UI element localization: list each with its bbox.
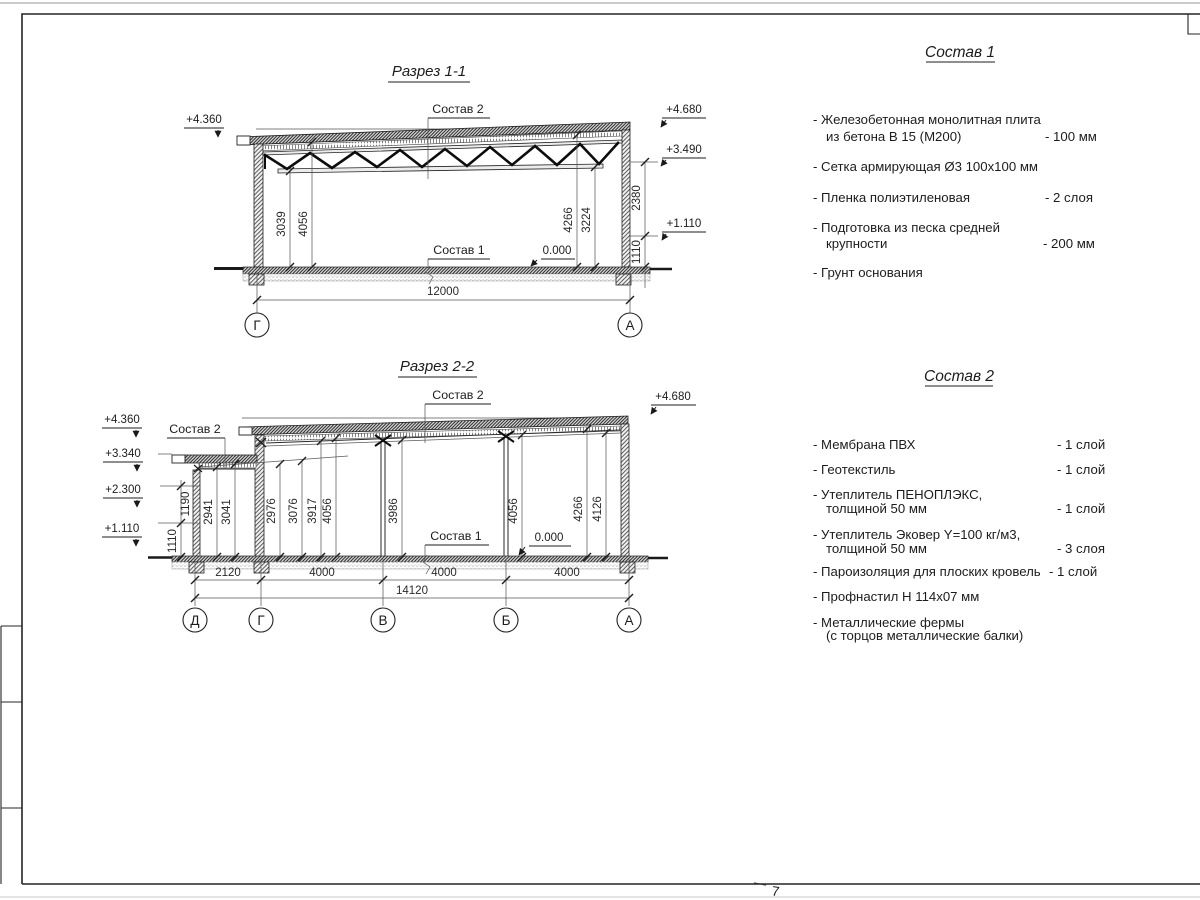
elev-4360: +4.360 [186,114,222,126]
floor-slab-2 [172,556,648,562]
floor-slab [243,267,650,274]
elev2-1110: +1.110 [104,523,140,535]
section-2-2-title: Разрез 2-2 [399,358,475,375]
footing-left [249,274,264,285]
axis-letter-a: А [625,318,635,333]
sheet-frame [0,3,1200,899]
footing-right [616,274,631,285]
dim2-2941: 2941 [203,499,215,525]
sostav1-item: - Грунт основания [813,265,923,280]
dim2-3917: 3917 [307,498,319,524]
section-1-1-title: Разрез 1-1 [391,63,467,80]
annex-roof-slab [185,455,257,463]
dim-4056: 4056 [298,211,310,237]
sostav1-qty: - 100 мм [1045,129,1097,144]
axis-letter-a2: А [624,613,634,628]
section-2-2-axes [183,608,641,632]
sostav-2-list [813,368,1105,643]
border-frame [22,14,1200,884]
dim2-14120: 14120 [396,585,428,597]
sostav2-item: - Геотекстиль [813,462,896,477]
sostav1-item-cont: из бетона В 15 (М200) [826,129,962,144]
axis-letter-d2: Д [190,613,200,628]
sostav2-item: - Профнастил Н 114х07 мм [813,589,980,604]
sostav2-qty: - 3 слоя [1057,541,1105,556]
sostav2-item: - Утеплитель Эковер Y=100 кг/м3, [813,527,1021,542]
dim2-3041: 3041 [221,499,233,525]
dim2-4126: 4126 [592,496,604,522]
section-2-2-header [398,358,477,377]
dim2-2976: 2976 [266,498,278,524]
elev2-4360: +4.360 [104,414,140,426]
dim-2380: 2380 [631,185,643,211]
sostav1-item-cont: крупности [826,236,888,251]
dim-span-12000: 12000 [427,286,459,298]
dim2-4056b: 4056 [508,498,520,524]
sheet-number: 7 [770,883,781,900]
wall-axis-a [621,424,629,557]
section-1-1 [184,63,706,337]
dim-1110: 1110 [631,240,643,264]
dim2-4266: 4266 [573,496,585,522]
dim2-4000c: 4000 [554,567,580,579]
sostav2-item: - Пароизоляция для плоских кровель [813,564,1041,579]
callout-sostav1: Состав 1 [433,243,485,257]
footing-d [189,562,204,573]
wall-right [622,130,630,267]
roof-edge-flashing [237,136,250,145]
level-zero-2: 0.000 [534,532,564,544]
section-1-1-header [388,63,470,82]
section-2-2-callouts [167,388,571,574]
sostav2-item-cont: (с торцов металлические балки) [826,628,1024,643]
axis-letter-g2: Г [257,613,265,628]
sostav1-item: - Пленка полиэтиленовая [813,190,970,205]
dim2-3986: 3986 [388,498,400,524]
wall-left [254,144,263,267]
sostav2-item: - Металлические фермы [813,615,965,630]
dim-3039: 3039 [276,211,288,237]
callout2-sostav2-left: Состав 2 [169,422,221,436]
sostav2-item: - Утеплитель ПЕНОПЛЭКС, [813,487,983,502]
main-roof-edge-flashing [239,427,252,435]
section-2-2 [102,358,696,632]
wall-axis-g [255,435,264,557]
annex-roof-edge-flashing [172,455,185,463]
axis-letter-b2: Б [501,613,511,628]
column-axis-b [498,431,514,557]
footing-a [620,562,635,573]
wall-axis-d [193,470,200,557]
sostav1-title: Состав 1 [925,44,995,61]
sand-bed [243,274,650,281]
sostav2-qty: - 1 слой [1057,437,1106,452]
level-zero: 0.000 [542,245,572,257]
dim-3224: 3224 [581,207,593,233]
section-2-2-dimensions [167,425,633,606]
sostav2-item: - Мембрана ПВХ [813,437,916,452]
callout2-sostav2-top: Состав 2 [432,388,484,402]
sostav2-item-cont: толщиной 50 мм [826,501,927,516]
elev2-2300: +2.300 [105,484,141,496]
sostav1-item: - Железобетонная монолитная плита [813,112,1041,127]
section-2-2-structure [148,416,668,573]
dim2-1190: 1190 [180,491,192,517]
dim2-4056a: 4056 [322,498,334,524]
sostav1-qty: - 200 мм [1043,236,1095,251]
axis-letter-g: Г [253,318,261,333]
callout2-sostav1: Состав 1 [430,529,482,543]
sostav1-item: - Подготовка из песка средней [813,220,1000,235]
elev2-4680: +4.680 [655,391,691,403]
left-filing-boxes [1,626,22,884]
section-1-1-axes [245,313,642,337]
dim2-4000b: 4000 [431,567,457,579]
dim2-1110: 1110 [167,529,179,553]
elev-4680: +4.680 [666,104,702,116]
dim2-3076: 3076 [288,498,300,524]
footing-g [254,562,269,573]
sostav-1-list [813,44,1097,280]
sostav1-qty: - 2 слоя [1045,190,1093,205]
callout-sostav2: Состав 2 [432,102,484,116]
dim2-4000a: 4000 [309,567,335,579]
elev2-3340: +3.340 [105,448,141,460]
sostav2-qty: - 1 слой [1049,564,1098,579]
sostav2-qty: - 1 слой [1057,501,1106,516]
column-axis-v [375,435,391,557]
elev-1110: +1.110 [666,218,702,230]
sostav2-qty: - 1 слой [1057,462,1106,477]
dim-4266: 4266 [563,207,575,233]
sostav2-title: Состав 2 [924,368,994,385]
dim2-2120: 2120 [215,567,241,579]
axis-letter-v2: В [378,613,388,628]
sostav1-item: - Сетка армирующая Ø3 100х100 мм [813,159,1038,174]
corner-format-box [1188,14,1200,34]
elev-3490: +3.490 [666,144,702,156]
sostav2-item-cont: толщиной 50 мм [826,541,927,556]
